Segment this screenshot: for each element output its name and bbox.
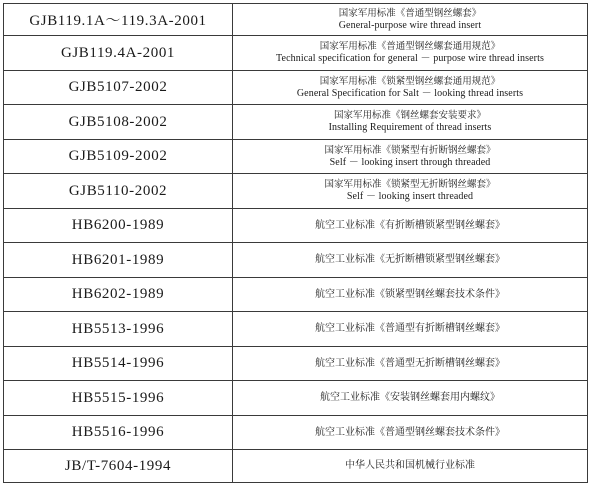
standard-title-zh: 国家军用标准《锁紧型无折断钢丝螺套》 <box>324 179 496 191</box>
standard-title-cell <box>233 277 588 312</box>
standard-title-cell <box>233 312 588 347</box>
standards-table-body <box>4 4 588 483</box>
standard-title-cell <box>233 381 588 416</box>
standard-code-cell: GJB119.4A-2001 <box>4 36 233 71</box>
standard-title-cell <box>233 36 588 71</box>
standard-title-cell <box>233 450 588 483</box>
standard-title-en: Self － looking insert through threaded <box>329 156 491 168</box>
standard-title-zh: 国家军用标准《锁紧型钢丝螺套通用规范》 <box>319 75 501 87</box>
standard-title-en: General-purpose wire thread insert <box>338 19 482 31</box>
standard-title-cell <box>233 208 588 243</box>
standard-title-en: Technical specification for general － purpose wire thread inserts <box>276 53 544 65</box>
table-row <box>4 450 588 483</box>
standard-title-zh: 航空工业标准《有折断槽锁紧型钢丝螺套》 <box>315 219 505 231</box>
standard-title-zh: 航空工业标准《普通型有折断槽钢丝螺套》 <box>315 323 505 335</box>
standard-code-cell: GJB5110-2002 <box>4 174 233 209</box>
standard-code-cell: GJB5109-2002 <box>4 139 233 174</box>
standard-title-cell <box>233 4 588 36</box>
standard-code-cell: HB5516-1996 <box>4 415 233 450</box>
table-row <box>4 346 588 381</box>
standard-title-en: Self － looking insert threaded <box>346 191 474 203</box>
standard-title-cell <box>233 105 588 140</box>
standard-title-en: General Specification for Salt － looking thread inserts <box>296 87 524 99</box>
standard-code-cell: GJB119.1A～119.3A-2001 <box>4 4 233 36</box>
standard-title-cell <box>233 139 588 174</box>
table-row <box>4 4 588 36</box>
standard-title-cell <box>233 174 588 209</box>
standard-code-cell: HB5514-1996 <box>4 346 233 381</box>
table-row <box>4 381 588 416</box>
standard-title-zh: 航空工业标准《普通型无折断槽钢丝螺套》 <box>315 357 505 369</box>
standard-title-zh: 航空工业标准《普通型钢丝螺套技术条件》 <box>315 426 505 438</box>
standard-title-zh: 中华人民共和国机械行业标准 <box>345 460 475 472</box>
table-row <box>4 243 588 278</box>
standard-title-cell <box>233 243 588 278</box>
standard-code-cell: GJB5107-2002 <box>4 70 233 105</box>
standard-code-cell: HB6200-1989 <box>4 208 233 243</box>
standard-title-cell <box>233 70 588 105</box>
table-row <box>4 36 588 71</box>
standard-code-cell: HB5513-1996 <box>4 312 233 347</box>
table-row <box>4 105 588 140</box>
standard-title-zh: 国家军用标准《钢丝螺套安装要求》 <box>333 110 486 122</box>
standard-title-zh: 航空工业标准《锁紧型钢丝螺套技术条件》 <box>315 288 505 300</box>
standard-code-cell: GJB5108-2002 <box>4 105 233 140</box>
standard-code-cell: HB6202-1989 <box>4 277 233 312</box>
table-row <box>4 70 588 105</box>
standard-title-cell <box>233 415 588 450</box>
table-row <box>4 174 588 209</box>
standard-title-zh: 国家军用标准《普通型钢丝螺套》 <box>338 7 482 19</box>
standard-code-cell: HB6201-1989 <box>4 243 233 278</box>
standard-title-zh: 国家军用标准《普通型钢丝螺套通用规范》 <box>319 41 501 53</box>
table-row <box>4 277 588 312</box>
table-row <box>4 415 588 450</box>
table-row <box>4 139 588 174</box>
table-row <box>4 208 588 243</box>
standard-code-cell: JB/T-7604-1994 <box>4 450 233 483</box>
standards-table <box>3 3 588 483</box>
standard-title-zh: 国家军用标准《锁紧型有折断钢丝螺套》 <box>324 144 496 156</box>
standard-title-cell <box>233 346 588 381</box>
standard-title-zh: 航空工业标准《安装钢丝螺套用内螺纹》 <box>320 392 500 404</box>
standard-title-zh: 航空工业标准《无折断槽锁紧型钢丝螺套》 <box>315 254 505 266</box>
standard-code-cell: HB5515-1996 <box>4 381 233 416</box>
standard-title-en: Installing Requirement of thread inserts <box>328 122 492 134</box>
table-row <box>4 312 588 347</box>
